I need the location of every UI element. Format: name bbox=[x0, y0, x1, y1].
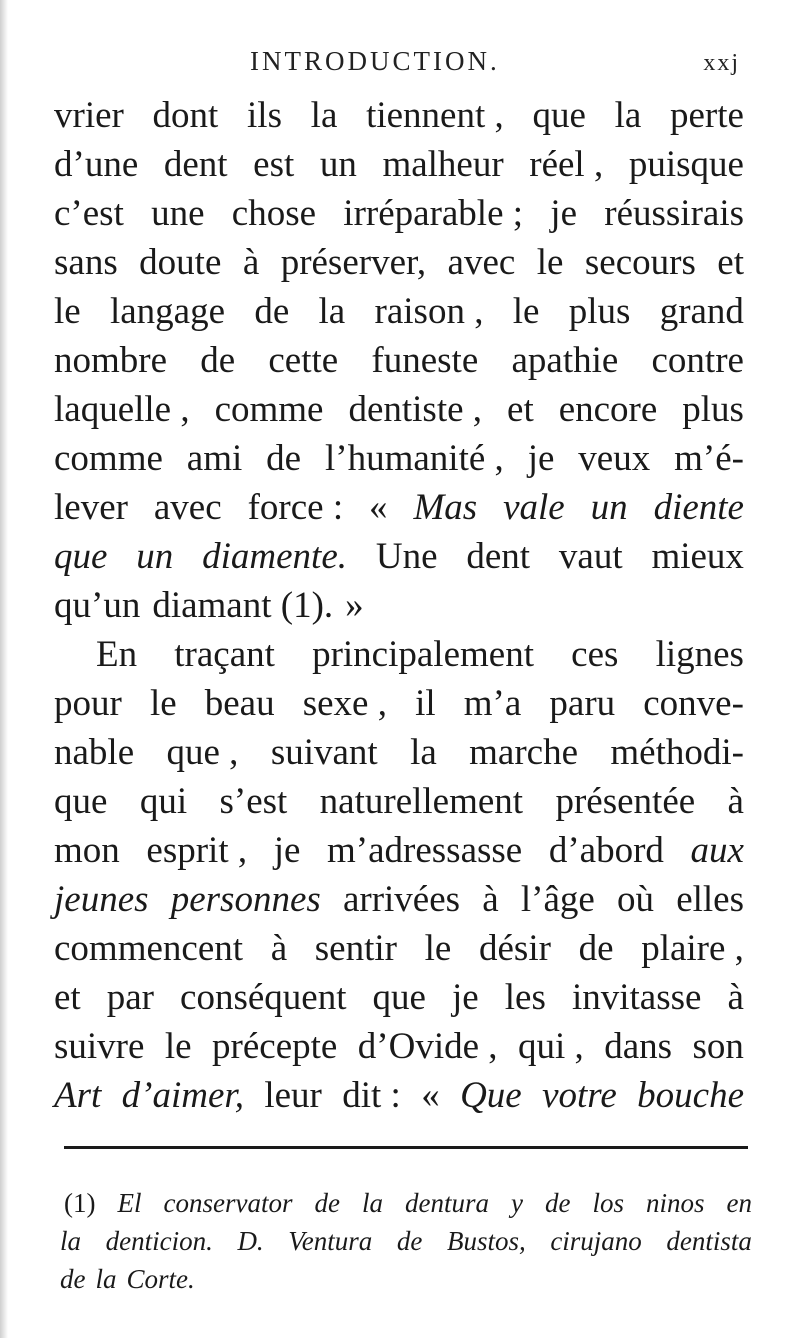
word: que bbox=[54, 536, 108, 577]
word: tiennent , bbox=[366, 95, 504, 136]
word: réussirais bbox=[604, 193, 744, 234]
word: que bbox=[532, 95, 586, 136]
word: Mas bbox=[413, 487, 478, 528]
word: nable bbox=[54, 732, 135, 773]
word: dentiste , bbox=[348, 389, 483, 430]
word: diente bbox=[653, 487, 744, 528]
word: la bbox=[614, 95, 642, 136]
text-line bbox=[54, 238, 744, 287]
word: dans bbox=[604, 1026, 673, 1067]
text-line bbox=[54, 483, 744, 532]
text-line bbox=[54, 336, 744, 385]
word: ninos bbox=[645, 1188, 705, 1218]
word: force : bbox=[247, 487, 344, 528]
word: « bbox=[369, 487, 388, 528]
text-line bbox=[54, 434, 744, 483]
word: conservator bbox=[163, 1188, 293, 1218]
word: le bbox=[512, 291, 540, 332]
word: naturellement bbox=[319, 781, 524, 822]
word: je bbox=[527, 438, 555, 479]
word: denticion. bbox=[105, 1226, 213, 1256]
word: langage bbox=[109, 291, 226, 332]
word: il bbox=[415, 683, 436, 724]
text-line bbox=[54, 91, 744, 140]
word: perte bbox=[669, 95, 744, 136]
word: commencent bbox=[54, 928, 244, 969]
word: l’âge bbox=[520, 879, 595, 920]
word: les bbox=[504, 977, 546, 1018]
word: ami bbox=[186, 438, 243, 479]
word: vaut bbox=[558, 536, 623, 577]
word: veux bbox=[578, 438, 651, 479]
word: elles bbox=[676, 879, 744, 920]
word: désir bbox=[479, 928, 551, 969]
word: précepte bbox=[212, 1026, 338, 1067]
word: que bbox=[372, 977, 426, 1018]
word: ils bbox=[247, 95, 282, 136]
word: l’humanité , bbox=[325, 438, 504, 479]
word: dentura bbox=[404, 1188, 489, 1218]
word: qui bbox=[139, 781, 188, 822]
word: la bbox=[95, 1264, 117, 1294]
word: jeunes bbox=[54, 879, 149, 920]
word: la bbox=[318, 291, 346, 332]
word: raison , bbox=[374, 291, 484, 332]
footnote-line bbox=[60, 1260, 752, 1298]
word: (1) bbox=[64, 1188, 96, 1218]
word: un bbox=[136, 536, 174, 577]
word: beau bbox=[204, 683, 275, 724]
word: préserver, bbox=[280, 242, 427, 283]
word: à bbox=[242, 242, 260, 283]
text-line bbox=[54, 826, 744, 875]
word: comme bbox=[214, 389, 324, 430]
word: personnes bbox=[170, 879, 321, 920]
word: à bbox=[270, 928, 288, 969]
word: grand bbox=[659, 291, 744, 332]
word: une bbox=[151, 193, 205, 234]
word: par bbox=[106, 977, 154, 1018]
word: à bbox=[727, 977, 744, 1018]
word: réel , bbox=[529, 144, 604, 185]
word: conve- bbox=[643, 683, 744, 724]
text-line bbox=[54, 189, 744, 238]
text-line bbox=[54, 973, 744, 1022]
word: mieux bbox=[651, 536, 744, 577]
word: » bbox=[345, 585, 364, 626]
text-line bbox=[54, 1071, 744, 1120]
body-text bbox=[54, 91, 744, 1120]
word: un bbox=[319, 144, 357, 185]
word: de bbox=[314, 1188, 340, 1218]
word: d’aimer, bbox=[121, 1075, 244, 1116]
word: de bbox=[396, 1226, 423, 1256]
word: paru bbox=[549, 683, 616, 724]
word: dentista bbox=[666, 1226, 752, 1256]
text-line bbox=[54, 532, 744, 581]
word: dont bbox=[152, 95, 219, 136]
word: d’Ovide , bbox=[357, 1026, 498, 1067]
word: sans bbox=[54, 242, 118, 283]
word: contre bbox=[651, 340, 744, 381]
word: lever bbox=[54, 487, 128, 528]
word: sexe , bbox=[302, 683, 387, 724]
word: principalement bbox=[312, 634, 534, 675]
word: pour bbox=[54, 683, 122, 724]
word: Ventura bbox=[288, 1226, 373, 1256]
page-edge-shadow bbox=[0, 0, 8, 1338]
word: c’est bbox=[54, 193, 124, 234]
word: en bbox=[726, 1188, 752, 1218]
word: de bbox=[578, 928, 614, 969]
word: de bbox=[266, 438, 302, 479]
word: Corte. bbox=[126, 1264, 195, 1294]
word: méthodi- bbox=[610, 732, 744, 773]
word: où bbox=[617, 879, 654, 920]
word: de bbox=[60, 1264, 86, 1294]
footnote-rule bbox=[64, 1146, 748, 1149]
footnote-line bbox=[60, 1222, 752, 1260]
word: le bbox=[149, 683, 177, 724]
word: encore bbox=[558, 389, 658, 430]
word: laquelle , bbox=[54, 389, 190, 430]
word: conséquent bbox=[180, 977, 347, 1018]
text-line bbox=[54, 875, 744, 924]
footnote-line bbox=[60, 1184, 752, 1222]
word: bouche bbox=[637, 1075, 744, 1116]
word: à bbox=[482, 879, 499, 920]
word: à bbox=[727, 781, 744, 822]
word: que , bbox=[166, 732, 239, 773]
text-line bbox=[54, 630, 744, 679]
text-line bbox=[54, 924, 744, 973]
word: le bbox=[164, 1026, 192, 1067]
word: présentée bbox=[555, 781, 696, 822]
word: plaire , bbox=[641, 928, 744, 969]
word: plus bbox=[568, 291, 631, 332]
word: arrivées bbox=[342, 879, 461, 920]
word: esprit , bbox=[146, 830, 248, 871]
footnotes bbox=[60, 1184, 752, 1298]
word: vrier bbox=[54, 95, 124, 136]
word: marche bbox=[469, 732, 579, 773]
word: avec bbox=[153, 487, 222, 528]
word: la bbox=[361, 1188, 383, 1218]
text-line bbox=[54, 385, 744, 434]
word: et bbox=[717, 242, 744, 283]
text-line bbox=[54, 140, 744, 189]
word: puisque bbox=[628, 144, 744, 185]
word: qui , bbox=[518, 1026, 584, 1067]
page-number: xxj bbox=[703, 50, 740, 76]
word: et bbox=[507, 389, 534, 430]
word: leur bbox=[264, 1075, 322, 1116]
word: El bbox=[117, 1188, 142, 1218]
word: ces bbox=[571, 634, 619, 675]
word: qu’un bbox=[54, 585, 141, 626]
word: chose bbox=[231, 193, 317, 234]
word: et bbox=[54, 977, 81, 1018]
word: d’une bbox=[54, 144, 139, 185]
word: m’adressasse bbox=[327, 830, 523, 871]
word: suivre bbox=[54, 1026, 145, 1067]
word: vale bbox=[503, 487, 565, 528]
word: la bbox=[60, 1226, 82, 1256]
word: invitasse bbox=[571, 977, 702, 1018]
word: nombre bbox=[54, 340, 168, 381]
word: Bustos, bbox=[446, 1226, 526, 1256]
word: je bbox=[273, 830, 301, 871]
text-line bbox=[54, 287, 744, 336]
word: malheur bbox=[382, 144, 504, 185]
word: « bbox=[421, 1075, 440, 1116]
text-line bbox=[54, 728, 744, 777]
text-line bbox=[54, 581, 744, 630]
word: le bbox=[424, 928, 452, 969]
word: je bbox=[550, 193, 577, 234]
word: suivant bbox=[270, 732, 378, 773]
word: que bbox=[54, 781, 108, 822]
word: doute bbox=[139, 242, 222, 283]
word: le bbox=[536, 242, 564, 283]
word: s’est bbox=[219, 781, 288, 822]
word: D. bbox=[237, 1226, 264, 1256]
word: d’abord bbox=[548, 830, 664, 871]
word: secours bbox=[584, 242, 696, 283]
word: diamente. bbox=[202, 536, 347, 577]
word: dent bbox=[466, 536, 531, 577]
word: dent bbox=[163, 144, 228, 185]
word: avec bbox=[447, 242, 516, 283]
text-line bbox=[54, 1022, 744, 1071]
word: de bbox=[200, 340, 236, 381]
word: cirujano bbox=[550, 1226, 642, 1256]
word: apathie bbox=[511, 340, 619, 381]
word: son bbox=[692, 1026, 744, 1067]
word: m’é- bbox=[674, 438, 744, 479]
word: dit : bbox=[342, 1075, 401, 1116]
word: comme bbox=[54, 438, 163, 479]
word: la bbox=[410, 732, 437, 773]
word: Art bbox=[54, 1075, 102, 1116]
word: los bbox=[592, 1188, 624, 1218]
word: m’a bbox=[463, 683, 522, 724]
word: y bbox=[510, 1188, 523, 1218]
word: En bbox=[96, 634, 138, 675]
word: je bbox=[452, 977, 479, 1018]
word: la bbox=[310, 95, 338, 136]
word: le bbox=[54, 291, 81, 332]
word: cette bbox=[268, 340, 339, 381]
word: mon bbox=[54, 830, 120, 871]
word: lignes bbox=[655, 634, 744, 675]
word: traçant bbox=[174, 634, 275, 675]
word: est bbox=[253, 144, 295, 185]
text-line bbox=[54, 679, 744, 728]
running-head bbox=[50, 46, 740, 82]
word: de bbox=[544, 1188, 571, 1218]
word: irréparable ; bbox=[343, 193, 524, 234]
word: votre bbox=[542, 1075, 617, 1116]
word: sentir bbox=[314, 928, 397, 969]
word: funeste bbox=[371, 340, 479, 381]
word: un bbox=[590, 487, 628, 528]
word: aux bbox=[690, 830, 744, 871]
word: plus bbox=[682, 389, 744, 430]
word: Que bbox=[460, 1075, 522, 1116]
word: diamant (1). bbox=[152, 585, 334, 626]
word: Une bbox=[375, 536, 438, 577]
text-line bbox=[54, 777, 744, 826]
word: de bbox=[254, 291, 290, 332]
running-title: INTRODUCTION. bbox=[250, 46, 500, 76]
